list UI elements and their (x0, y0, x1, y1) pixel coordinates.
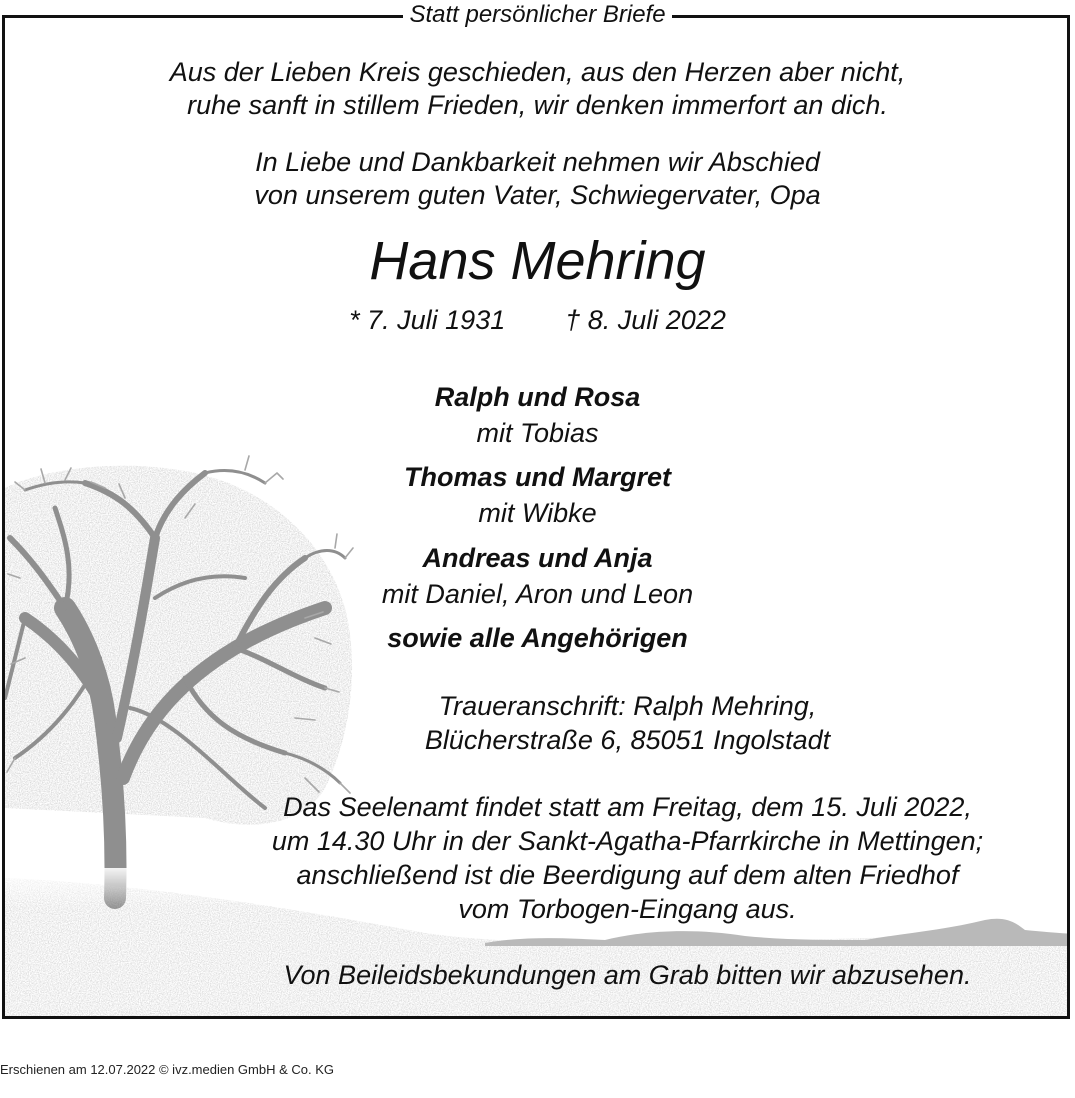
birth-date: * 7. Juli 1931 (349, 305, 506, 335)
closing-line: Von Beileidsbekundungen am Grab bitten wir abzusehen. (283, 960, 972, 990)
relatives-line: sowie alle Angehörigen (387, 623, 688, 653)
address-line-2: Blücherstraße 6, 85051 Ingolstadt (424, 725, 831, 755)
intro-line-2: von unserem guten Vater, Schwiegervater, Opa (254, 180, 821, 210)
life-dates (0, 304, 1075, 336)
header-label-text: Statt persönlicher Briefe (403, 1, 671, 28)
intro-line-1: In Liebe und Dankbarkeit nehmen wir Abschied (255, 147, 820, 177)
address-line-1: Traueranschrift: Ralph Mehring, (438, 691, 817, 721)
death-date: † 8. Juli 2022 (565, 305, 726, 335)
service-line-2: um 14.30 Uhr in der Sankt-Agatha-Pfarrkirche in Mettingen; (271, 826, 984, 856)
family-with-2: mit Wibke (478, 498, 597, 528)
family-names-1: Ralph und Rosa (434, 382, 641, 412)
header-label (0, 0, 1075, 30)
service-line-3: anschließend ist die Beerdigung auf dem alten Friedhof (296, 860, 959, 890)
deceased-name: Hans Mehring (369, 231, 706, 291)
family-with-3: mit Daniel, Aron und Leon (381, 579, 694, 609)
verse-line-1: Aus der Lieben Kreis geschieden, aus den Herzen aber nicht, (169, 57, 906, 87)
verse-line-2: ruhe sanft in stillem Frieden, wir denken immerfort an dich. (187, 90, 888, 120)
publication-footer: Erschienen am 12.07.2022 © ivz.medien GmbH & Co. KG (0, 1062, 335, 1077)
family-names-2: Thomas und Margret (403, 462, 672, 492)
service-line-1: Das Seelenamt findet statt am Freitag, dem 15. Juli 2022, (283, 792, 972, 822)
service-line-4: vom Torbogen-Eingang aus. (458, 894, 797, 924)
family-names-3: Andreas und Anja (422, 543, 653, 573)
family-with-1: mit Tobias (476, 418, 599, 448)
